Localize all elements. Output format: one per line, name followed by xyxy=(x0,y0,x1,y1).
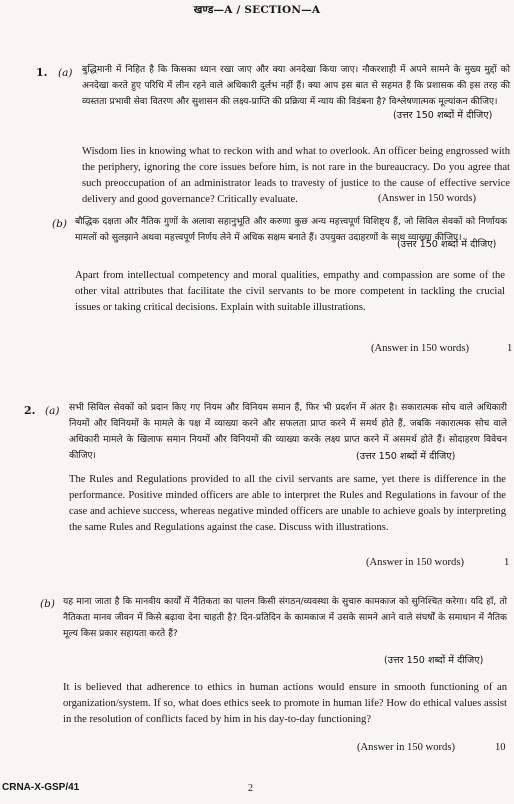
question-2a-english-word-limit: (Answer in 150 words) xyxy=(366,557,464,568)
question-1-number: 1. xyxy=(36,66,48,79)
question-1a-label: (a) xyxy=(58,67,73,79)
question-2a-label: (a) xyxy=(45,405,60,417)
question-1b-marks: 1 xyxy=(507,343,513,354)
question-2a-marks: 1 xyxy=(504,557,510,568)
question-2b-hindi: यह माना जाता है कि मानवीय कार्यों में नैतिकता का पालन किसी संगठन/व्यवस्था के सुचारु कामकाज को सुनिश्चित करेगा। यदि हाँ, तो नैतिकता मानव जीवन में किसे बढ़ावा देना चाहती है? दिन-प्रतिदिन के कामकाज में उसके सामने आने वाले संघर्षों के समाधान में नैतिक मूल्य किस प्रकार सहायता करते हैं? xyxy=(63,597,507,639)
question-2a-english: The Rules and Regulations provided to all the civil servants are same, yet there is difference in the performance. Positive minded officers are able to interpret the Rules and Regulations in favour of the case and achieve success, whereas negative minded officers are unable to achieve goals by interpreting the same Rules and Regulations against the case. Discuss with illustrations. xyxy=(69,474,506,533)
question-1b-hindi-word-limit: (उत्तर 150 शब्दों में दीजिए) xyxy=(397,239,497,250)
question-1b-hindi: बौद्धिक दक्षता और नैतिक गुणों के अलावा सहानुभूति और करुणा कुछ अन्य महत्त्वपूर्ण विशिष्ट्य हैं, जो सिविल सेवकों को निर्णायक मामलों को सुलझाने अथवा महत्त्वपूर्ण निर्णय लेने में अधिक सक्षम बनाते हैं। उपयुक्त उदाहरणों के साथ व्याख्या कीजिए। xyxy=(75,217,507,243)
question-1b-english: Apart from intellectual competency and moral qualities, empathy and compassion are some of the other vital attributes that facilitate the civil servants to be more competent in tackling the crucial issues or taking critical decisions. Explain with suitable illustrations. xyxy=(75,270,505,313)
question-2b-marks: 10 xyxy=(495,742,506,753)
question-2-number: 2. xyxy=(24,404,36,417)
question-1a-hindi: बुद्धिमानी में निहित है कि किसका ध्यान रखा जाए और क्या अनदेखा किया जाए। नौकरशाही में अपने सामने के मुख्य मुद्दों को अनदेखा करते हुए परिधि में लीन रहने वाले अधिकारी दुर्लभ नहीं हैं। क्या आप इस बात से सहमत हैं कि प्रशासक की इस तरह की व्यस्तता प्रभावी सेवा वितरण और सुशासन की लक्ष्य-प्राप्ति की प्रक्रिया में न्याय की विडंबना है? विश्लेषणात्मक मूल्यांकन कीजिए। xyxy=(82,65,510,107)
question-1a-english-word-limit: (Answer in 150 words) xyxy=(378,193,476,204)
question-2b-hindi-word-limit: (उत्तर 150 शब्दों में दीजिए) xyxy=(384,655,484,666)
question-2a-hindi-word-limit: (उत्तर 150 शब्दों में दीजिए) xyxy=(356,451,456,462)
question-2b-label: (b) xyxy=(40,598,55,610)
question-1a-hindi-word-limit: (उत्तर 150 शब्दों में दीजिए) xyxy=(393,110,493,121)
section-header: खण्ड—A / SECTION—A xyxy=(193,4,321,16)
question-1a-english: Wisdom lies in knowing what to reckon with and what to overlook. An officer being engrossed with the periphery, ignoring the core issues before him, is not rare in the bureaucracy. Do you agree that such preoccupation of an administrator leads to travesty of justice to the cause of effective service delivery and good governance? Critically evaluate. xyxy=(82,146,510,205)
question-2b-english-word-limit: (Answer in 150 words) xyxy=(357,742,455,753)
paper-code: CRNA-X-GSP/41 xyxy=(2,782,80,793)
question-1b-label: (b) xyxy=(52,218,67,230)
page-number: 2 xyxy=(248,783,253,794)
question-2a-hindi: सभी सिविल सेवकों को प्रदान किए गए नियम और विनियम समान हैं, फिर भी प्रदर्शन में अंतर है। सकारात्मक सोच वाले अधिकारी नियमों और विनियमों के मामले के पक्ष में व्याख्या करने और सफलता प्राप्त करने में समर्थ होते हैं, जबकि नकारात्मक सोच वाले अधिकारी मामले के खिलाफ समान नियमों और विनियमों की व्याख्या करके लक्ष्य प्राप्त करने में असमर्थ होते हैं। सोदाहरण विवेचन कीजिए। xyxy=(69,403,507,461)
question-2b-english: It is believed that adherence to ethics in human actions would ensure in smooth functioning of an organization/system. If so, what does ethics seek to promote in human life? How do ethical values assist in the resolution of conflicts faced by him in his day-to-day functioning? xyxy=(63,682,507,725)
question-1b-english-word-limit: (Answer in 150 words) xyxy=(371,343,469,354)
